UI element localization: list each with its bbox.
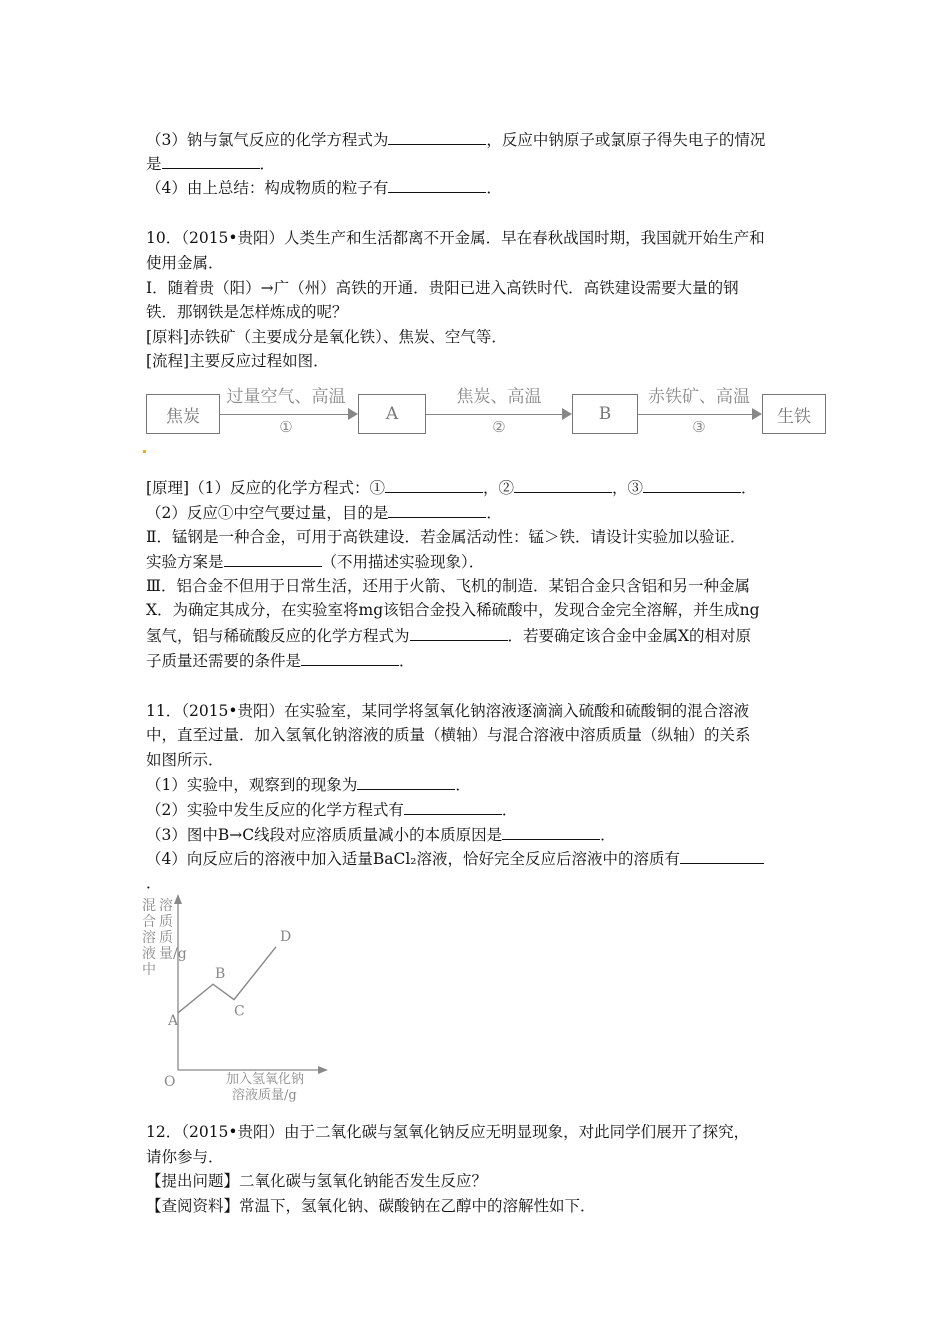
answer-blank[interactable] (357, 774, 455, 790)
point-label-c: C (234, 1003, 245, 1020)
text-line-q11_3 (146, 750, 224, 770)
text-line-q9_4 (146, 177, 502, 198)
answer-blank[interactable] (385, 477, 483, 493)
answer-blank[interactable] (502, 824, 600, 840)
flow-step-3: ③ (692, 418, 706, 436)
text-segment: 中，直至过量．加入氢氧化钠溶液的质量（横轴）与混合溶液中溶质质量（纵轴）的关系 (146, 726, 751, 744)
text-segment: ． (486, 179, 502, 197)
answer-blank[interactable] (514, 477, 612, 493)
text-segment: Ⅰ．随着贵（阳）→广（州）高铁的开通．贵阳已进入高铁时代．高铁建设需要大量的钢 (146, 279, 739, 297)
flow-arrow-1 (220, 414, 348, 415)
text-line-q11_6 (146, 824, 616, 845)
text-segment: [原料]赤铁矿（主要成分是氧化铁）、焦炭、空气等． (146, 328, 507, 346)
answer-blank[interactable] (643, 477, 741, 493)
y-axis-label-left: 混合溶液中 (142, 898, 156, 978)
text-segment: Ⅲ．铝合金不但用于日常生活，还用于火箭、飞机的制造．某铝合金只含铝和另一种金属 (146, 577, 750, 595)
text-segment: ，反应中钠原子或氯原子得失电子的情况 (486, 131, 766, 149)
flow-box-coke: 焦炭 (146, 394, 220, 434)
text-segment: ． (501, 801, 518, 819)
answer-blank[interactable] (388, 177, 486, 193)
text-segment: ． (486, 504, 502, 522)
flow-condition-1: 过量空气、高温 (226, 387, 346, 407)
text-segment: （2）实验中发生反应的化学方程式有 (146, 801, 404, 819)
text-line-q9_3b (146, 153, 275, 174)
text-segment: 11．（2015•贵阳）在实验室，某同学将氢氧化钠溶液逐滴滴入硫酸和硫酸铜的混合溶液 (146, 702, 750, 720)
answer-blank[interactable] (162, 153, 260, 169)
text-segment: Ⅱ．锰钢是一种合金，可用于高铁建设．若金属活动性：锰＞铁．请设计实验加以验证． (146, 528, 746, 546)
text-segment: X．为确定其成分，在实验室将mg该铝合金投入稀硫酸中，发现合金完全溶解，并生成ng (146, 601, 760, 619)
text-line-q10_5 (146, 327, 507, 347)
point-label-d: D (280, 928, 292, 945)
text-segment: 【提出问题】二氧化碳与氢氧化钠能否发生反应？ (146, 1172, 488, 1190)
text-segment: 氢气，铝与稀硫酸反应的化学方程式为 (146, 627, 410, 645)
x-axis-label-line1: 加入氢氧化钠 (226, 1072, 305, 1087)
answer-blank[interactable] (388, 129, 486, 145)
text-segment: （1）实验中，观察到的现象为 (146, 776, 358, 794)
text-segment: 子质量还需要的条件是 (146, 652, 302, 670)
text-line-q12_1 (146, 1122, 749, 1142)
text-line-q10_14 (146, 650, 415, 671)
y-axis-label-right: 溶质质量/g (159, 898, 187, 962)
text-segment: （4）由上总结：构成物质的粒子有 (146, 179, 389, 197)
text-line-q11_1 (146, 701, 749, 721)
text-line-q12_4 (146, 1196, 596, 1216)
flow-diagram (146, 388, 826, 440)
flow-arrow-3 (638, 414, 752, 415)
text-segment: （2）反应①中空气要过量，目的是 (146, 504, 389, 522)
text-line-q11_8 (146, 873, 162, 893)
answer-blank[interactable] (301, 650, 399, 666)
text-line-q10_11 (146, 576, 750, 596)
text-segment: ．若要确定该合金中金属X的相对原 (507, 627, 752, 645)
text-segment: ，③ (611, 479, 643, 497)
text-line-q9_3a (146, 129, 765, 150)
flow-box-a: A (358, 394, 426, 434)
text-segment: 12．（2015•贵阳）由于二氧化碳与氢氧化钠反应无明显现象，对此同学们展开了探究， (146, 1123, 750, 1141)
text-line-q11_7 (146, 848, 764, 869)
text-segment: 铁．那钢铁是怎样炼成的呢？ (146, 303, 348, 321)
text-line-q10_10 (146, 551, 484, 572)
text-line-q11_2 (146, 725, 751, 745)
text-line-q12_3 (146, 1171, 487, 1191)
text-line-q10_7 (146, 477, 757, 498)
flow-condition-3: 赤铁矿、高温 (648, 387, 750, 407)
answer-blank[interactable] (404, 799, 502, 815)
text-segment: [流程]主要反应过程如图． (146, 352, 329, 370)
answer-blank[interactable] (388, 502, 486, 518)
flow-arrow-2 (426, 414, 562, 415)
text-segment: （4）向反应后的溶液中加入适量BaCl₂溶液，恰好完全反应后溶液中的溶质有 (146, 850, 681, 868)
text-segment: ，② (482, 479, 514, 497)
answer-blank[interactable] (410, 625, 508, 641)
x-axis-label-line2: 溶液质量/g (232, 1088, 297, 1103)
text-line-q10_13 (146, 625, 751, 646)
flow-step-1: ① (279, 418, 293, 436)
text-line-q12_2 (146, 1147, 224, 1167)
text-segment: ． (455, 776, 471, 794)
point-label-b: B (215, 966, 226, 983)
flow-box-pig-iron: 生铁 (762, 394, 826, 434)
text-segment: ． (259, 155, 276, 173)
answer-blank[interactable] (224, 551, 322, 567)
text-segment: 【查阅资料】常温下，氢氧化钠、碳酸钠在乙醇中的溶解性如下． (146, 1197, 596, 1215)
text-line-q11_5 (146, 799, 517, 820)
text-segment: 是 (146, 155, 162, 173)
text-line-q10_3 (146, 278, 739, 298)
text-segment: ． (741, 479, 757, 497)
text-line-q10_1 (146, 228, 765, 248)
text-segment: （3）钠与氯气反应的化学方程式为 (146, 131, 389, 149)
text-line-q11_4 (146, 774, 471, 795)
answer-blank[interactable] (680, 848, 764, 864)
flow-step-2: ② (492, 418, 506, 436)
text-segment: ． (399, 652, 415, 670)
text-line-q10_4 (146, 302, 348, 322)
text-segment: 实验方案是 (146, 553, 224, 571)
text-segment: 如图所示． (146, 751, 224, 769)
text-line-q10_9 (146, 527, 746, 547)
flow-condition-2: 焦炭、高温 (456, 387, 542, 407)
text-line-q10_12 (146, 600, 760, 620)
flow-box-b: B (572, 394, 638, 434)
text-segment: （不用描述实验现象）． (321, 553, 485, 571)
point-label-a: A (168, 1012, 179, 1029)
text-line-q10_6 (146, 351, 329, 371)
origin-label: O (164, 1074, 176, 1090)
yellow-mark (143, 450, 146, 453)
solute-mass-graph (142, 892, 342, 1102)
x-axis-arrow (318, 1066, 328, 1074)
text-line-q10_8 (146, 502, 502, 523)
y-axis-arrow (174, 894, 182, 904)
text-segment: ． (600, 826, 616, 844)
data-curve (178, 947, 276, 1013)
text-segment: 使用金属． (146, 254, 224, 272)
text-segment: 10．（2015•贵阳）人类生产和生活都离不开金属．早在春秋战国时期，我国就开始生产和 (146, 229, 765, 247)
text-segment: ． (146, 874, 162, 892)
text-segment: 请你参与． (146, 1148, 224, 1166)
text-line-q10_2 (146, 253, 224, 273)
text-segment: （3）图中B→C线段对应溶质质量减小的本质原因是 (146, 826, 503, 844)
text-segment: [原理]（1）反应的化学方程式：① (146, 479, 385, 497)
